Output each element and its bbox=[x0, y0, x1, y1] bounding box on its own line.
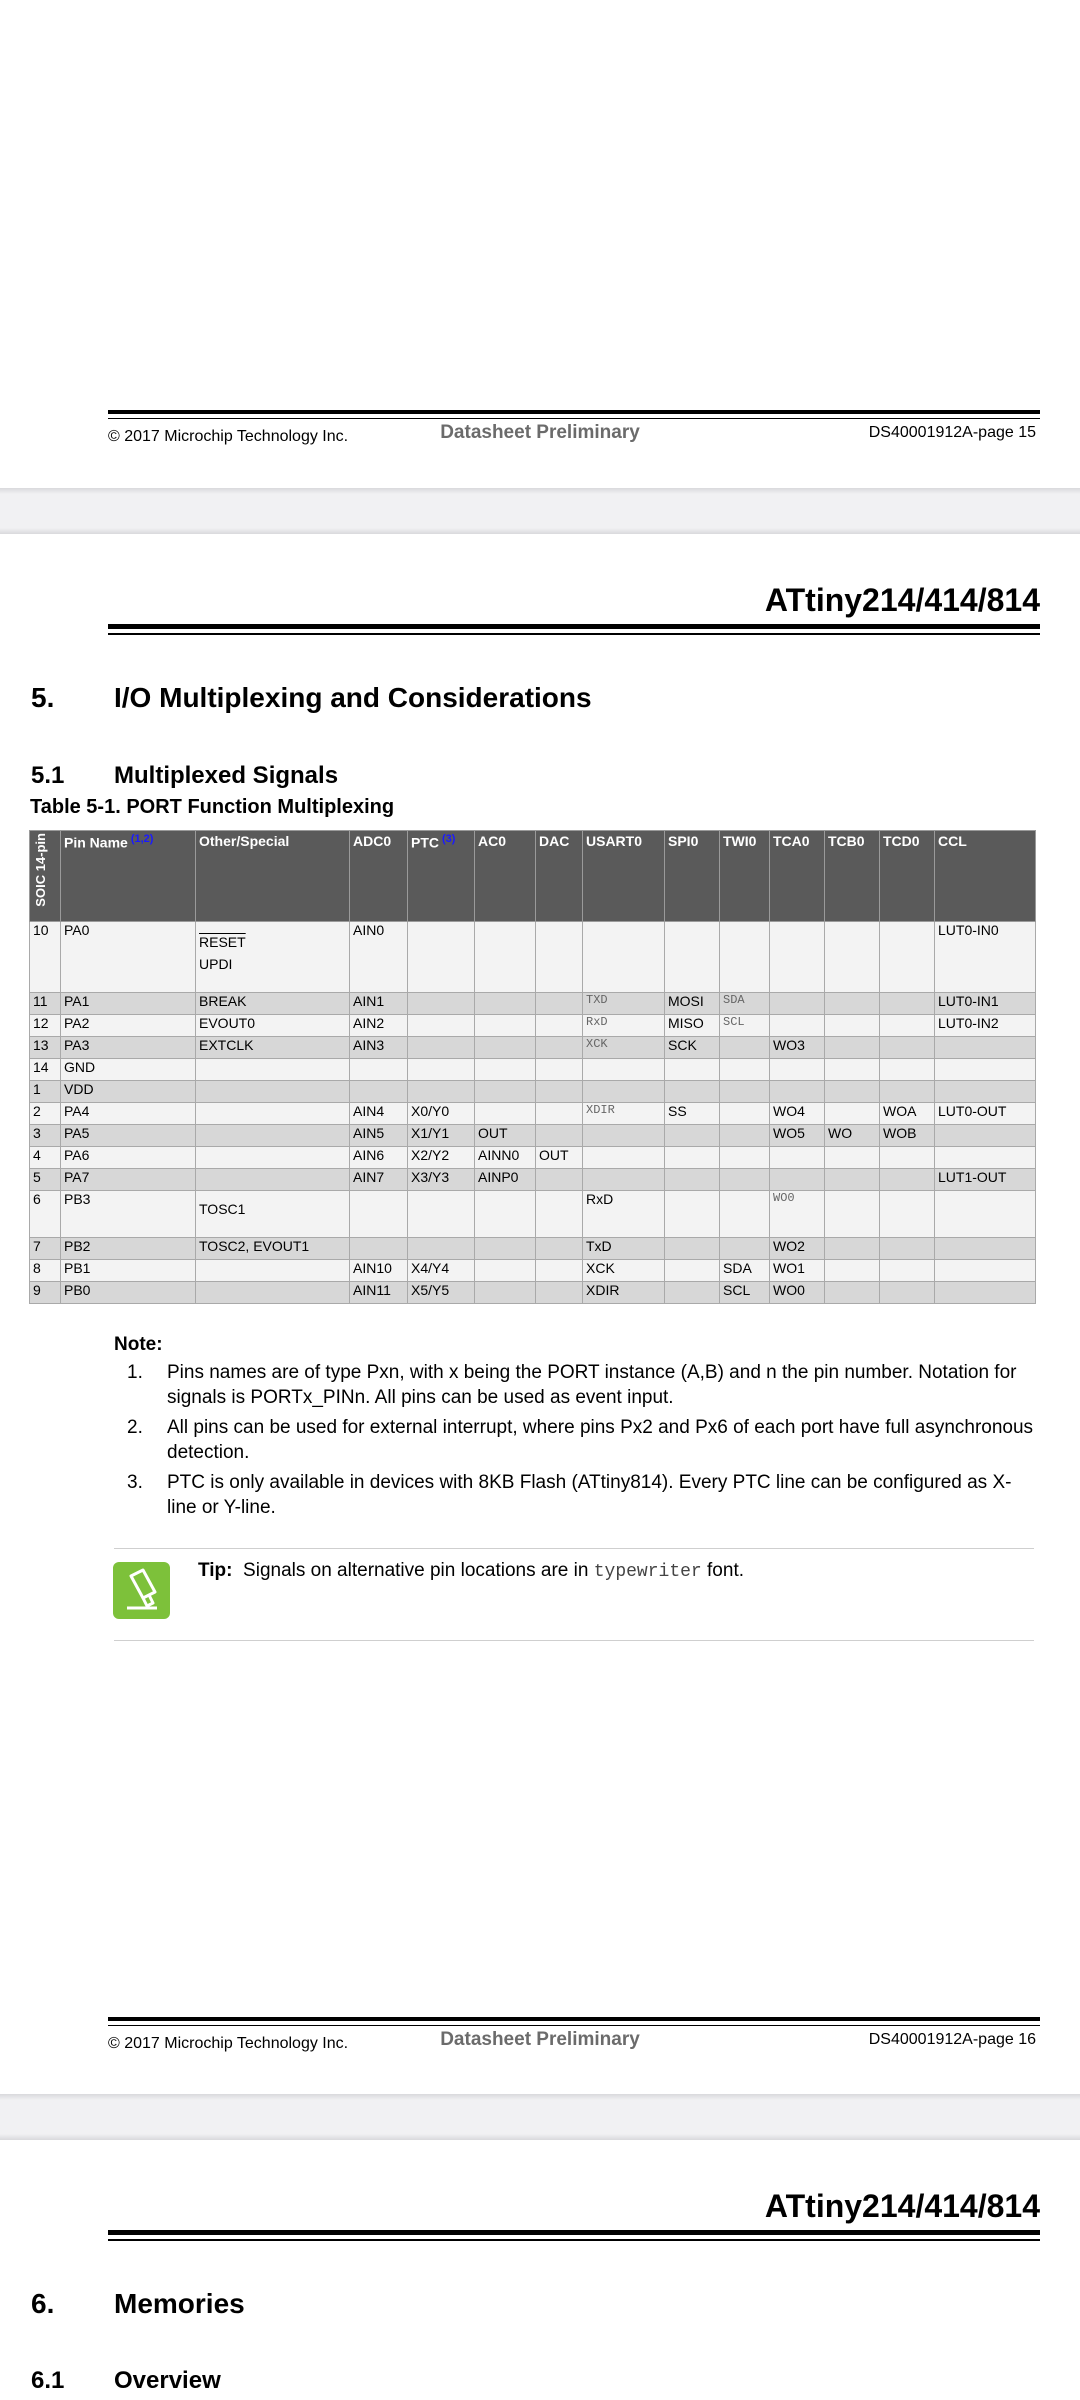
title-rule-thin bbox=[108, 2239, 1040, 2241]
header-ptc: PTC $^{(3)}$ bbox=[408, 831, 475, 922]
header-tcd0: TCD0 bbox=[880, 831, 935, 922]
port-multiplexing-table bbox=[29, 830, 1036, 1304]
table-row: 13 PA3 EXTCLK AIN3 XCK SCK WO3 bbox=[30, 1037, 1036, 1059]
table-row: 14 GND bbox=[30, 1059, 1036, 1081]
table-row: 2 PA4 AIN4 X0/Y0 XDIR $\overline{SS}$ WO4 WOA LUT0-OUT bbox=[30, 1103, 1036, 1125]
table-row: 1 VDD bbox=[30, 1081, 1036, 1103]
tip-rule-bottom bbox=[114, 1640, 1034, 1641]
table-row: 11 PA1 BREAK AIN1 TXD MOSI SDA LUT0-IN1 bbox=[30, 993, 1036, 1015]
section-number: 5. bbox=[31, 682, 55, 713]
footer-copyright: © 2017 Microchip Technology Inc. bbox=[108, 428, 349, 445]
note-item: 3. PTC is only available in devices with 8KB Flash (ATtiny814). Every PTC line can be configured as X-line or Y-line. bbox=[127, 1472, 1012, 1518]
document-title: ATtiny214/414/814 bbox=[764, 582, 1040, 618]
table-row: 10 PA0 RESET UPDI AIN0 LUT0-IN0 bbox=[30, 922, 1036, 993]
title-rule bbox=[108, 624, 1040, 629]
subsection-title: Overview bbox=[114, 2367, 221, 2394]
header-pin-name: Pin Name $^{(1,2)}$ bbox=[61, 831, 196, 922]
notes-list bbox=[114, 1360, 1034, 1525]
table-row: 12 PA2 EVOUT0 AIN2 RxD MISO SCL LUT0-IN2 bbox=[30, 1015, 1036, 1037]
section-number: 6. bbox=[31, 2288, 55, 2319]
header-tca0: TCA0 bbox=[770, 831, 825, 922]
section-title: I/O Multiplexing and Considerations bbox=[114, 682, 592, 713]
table-caption: Table 5-1. PORT Function Multiplexing bbox=[30, 796, 395, 818]
note-title: Note: bbox=[114, 1334, 163, 1355]
title-rule-thin bbox=[108, 633, 1040, 635]
subsection-title: Multiplexed Signals bbox=[114, 762, 339, 789]
footer-copyright: © 2017 Microchip Technology Inc. bbox=[108, 2035, 349, 2052]
highlighter-pen-icon bbox=[113, 1562, 170, 1619]
table-row: 5 PA7 AIN7 X3/Y3 AINP0 LUT1-OUT bbox=[30, 1169, 1036, 1191]
table-header-row bbox=[30, 831, 1036, 922]
header-tcb0: TCB0 bbox=[825, 831, 880, 922]
header-soic: SOIC 14-pin bbox=[30, 831, 61, 922]
header-ac0: AC0 bbox=[475, 831, 536, 922]
table-row: 6 PB3 TOSC1 RxD WO0 bbox=[30, 1191, 1036, 1238]
footer-page-number: DS40001912A-page 15 bbox=[868, 424, 1036, 441]
section-title: Memories bbox=[114, 2288, 245, 2319]
header-spi0: SPI0 bbox=[665, 831, 720, 922]
footer-status: Datasheet Preliminary bbox=[440, 422, 640, 443]
table-row: 4 PA6 AIN6 X2/Y2 AINN0 OUT bbox=[30, 1147, 1036, 1169]
note-item: 1. Pins names are of type Pxn, with x being the PORT instance (A,B) and n the pin number. Notation for signals is PORTx_PINn. All pins can be used as event input. bbox=[127, 1362, 1017, 1408]
header-twi0: TWI0 bbox=[720, 831, 770, 922]
header-ccl: CCL bbox=[935, 831, 1036, 922]
subsection-number: 5.1 bbox=[31, 762, 65, 789]
header-other-special: Other/Special bbox=[196, 831, 350, 922]
title-rule bbox=[108, 2230, 1040, 2235]
tip-text: Tip: Signals on alternative pin locations are in typewriter font. bbox=[198, 1560, 745, 1582]
header-dac: DAC bbox=[536, 831, 583, 922]
table-row: 7 PB2 TOSC2, EVOUT1 TxD WO2 bbox=[30, 1238, 1036, 1260]
document-title: ATtiny214/414/814 bbox=[764, 2188, 1040, 2224]
footer-rule bbox=[108, 2017, 1040, 2021]
table-row: 8 PB1 AIN10 X4/Y4 XCK SDA WO1 bbox=[30, 1260, 1036, 1282]
table-row: 3 PA5 AIN5 X1/Y1 OUT WO5 WO WOB bbox=[30, 1125, 1036, 1147]
footer-rule-thin bbox=[108, 418, 1040, 419]
tip-rule-top bbox=[114, 1548, 1034, 1549]
header-adc0: ADC0 bbox=[350, 831, 408, 922]
footer-status: Datasheet Preliminary bbox=[440, 2029, 640, 2050]
subsection-number: 6.1 bbox=[31, 2367, 65, 2394]
footer-page-number: DS40001912A-page 16 bbox=[868, 2031, 1036, 2048]
header-usart0: USART0 bbox=[583, 831, 665, 922]
note-item: 2. All pins can be used for external interrupt, where pins Px2 and Px6 of each port have full asynchronous detection. bbox=[127, 1417, 1034, 1463]
table-row: 9 PB0 AIN11 X5/Y5 XDIR SCL WO0 bbox=[30, 1282, 1036, 1304]
footer-rule bbox=[108, 410, 1040, 414]
footer-rule-thin bbox=[108, 2025, 1040, 2026]
